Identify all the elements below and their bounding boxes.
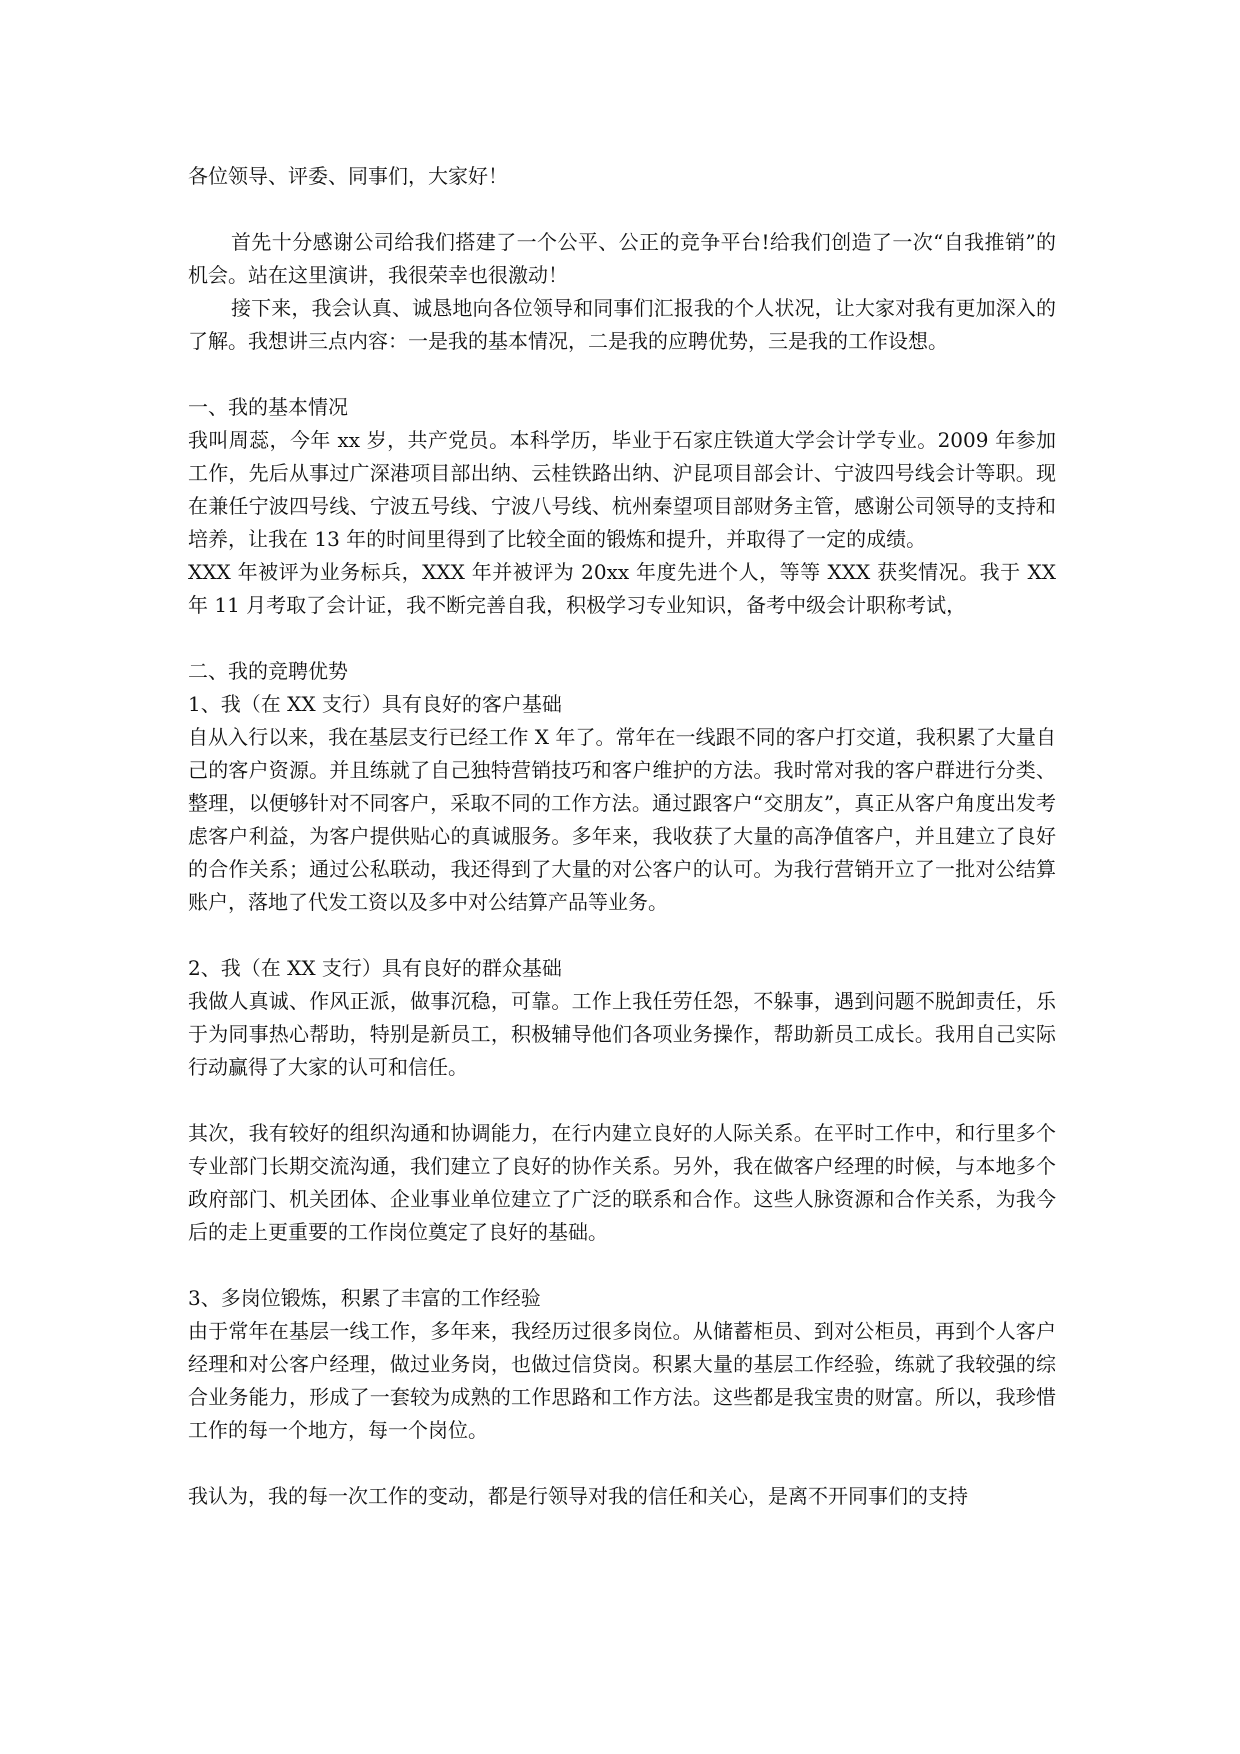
sub1-title: 1、我（在 XX 支行）具有良好的客户基础 bbox=[188, 692, 562, 716]
spacer bbox=[188, 358, 1056, 391]
spacer bbox=[188, 1447, 1056, 1480]
section2-heading: 二、我的竞聘优势 bbox=[188, 659, 348, 683]
sub2-text-2: 其次，我有较好的组织沟通和协调能力，在行内建立良好的人际关系。在平时工作中，和行里多个专业部门长期交流沟通，我们建立了良好的协作关系。另外，我在做客户经理的时候，与本地多个政府部门、机关团体、企业事业单位建立了广泛的联系和合作。这些人脉资源和合作关系，为我今后的走上更重要的工作岗位奠定了良好的基础。 bbox=[188, 1121, 1056, 1244]
document-body bbox=[188, 160, 1056, 1513]
intro-paragraph-1: 首先十分感谢公司给我们搭建了一个公平、公正的竞争平台!给我们创造了一次“自我推销”的机会。站在这里演讲，我很荣幸也很激动！ bbox=[188, 230, 1056, 287]
intro-paragraph-2: 接下来，我会认真、诚恳地向各位领导和同事们汇报我的个人状况，让大家对我有更加深入的了解。我想讲三点内容：一是我的基本情况，二是我的应聘优势，三是我的工作设想。 bbox=[188, 296, 1056, 353]
spacer bbox=[188, 622, 1056, 655]
spacer bbox=[188, 1084, 1056, 1117]
greeting: 各位领导、评委、同事们，大家好！ bbox=[188, 164, 508, 188]
sub1-text: 自从入行以来，我在基层支行已经工作 X 年了。常年在一线跟不同的客户打交道，我积累了大量自己的客户资源。并且练就了自己独特营销技巧和客户维护的方法。我时常对我的客户群进行分类、整理，以便够针对不同客户，采取不同的工作方法。通过跟客户“交朋友”，真正从客户角度出发考虑客户利益，为客户提供贴心的真诚服务。多年来，我收获了大量的高净值客户，并且建立了良好的合作关系；通过公私联动，我还得到了大量的对公客户的认可。为我行营销开立了一批对公结算账户，落地了代发工资以及多中对公结算产品等业务。 bbox=[188, 725, 1056, 914]
sub3-text: 由于常年在基层一线工作，多年来，我经历过很多岗位。从储蓄柜员、到对公柜员，再到个人客户经理和对公客户经理，做过业务岗，也做过信贷岗。积累大量的基层工作经验，练就了我较强的综合业务能力，形成了一套较为成熟的工作思路和工作方法。这些都是我宝贵的财富。所以，我珍惜工作的每一个地方，每一个岗位。 bbox=[188, 1319, 1056, 1442]
sub2-title: 2、我（在 XX 支行）具有良好的群众基础 bbox=[188, 956, 562, 980]
section1-paragraph-1: 我叫周蕊，今年 xx 岁，共产党员。本科学历，毕业于石家庄铁道大学会计学专业。2009 年参加工作，先后从事过广深港项目部出纳、云桂铁路出纳、沪昆项目部会计、宁波四号线会计等职。现在兼任宁波四号线、宁波五号线、宁波八号线、杭州秦望项目部财务主管，感谢公司领导的支持和培养，让我在 13 年的时间里得到了比较全面的锻炼和提升，并取得了一定的成绩。 bbox=[188, 428, 1056, 551]
closing-paragraph: 我认为，我的每一次工作的变动，都是行领导对我的信任和关心，是离不开同事们的支持 bbox=[188, 1484, 968, 1508]
section1-heading: 一、我的基本情况 bbox=[188, 395, 348, 419]
spacer bbox=[188, 1249, 1056, 1282]
spacer bbox=[188, 919, 1056, 952]
sub3-title: 3、多岗位锻炼，积累了丰富的工作经验 bbox=[188, 1286, 541, 1310]
section1-paragraph-2: XXX 年被评为业务标兵，XXX 年并被评为 20xx 年度先进个人，等等 XXX 获奖情况。我于 XX 年 11 月考取了会计证，我不断完善自我，积极学习专业知识，备考中级会计职称考试， bbox=[188, 560, 1056, 617]
spacer bbox=[188, 193, 1056, 226]
sub2-text: 我做人真诚、作风正派，做事沉稳，可靠。工作上我任劳任怨，不躲事，遇到问题不脱卸责任，乐于为同事热心帮助，特别是新员工，积极辅导他们各项业务操作，帮助新员工成长。我用自己实际行动赢得了大家的认可和信任。 bbox=[188, 989, 1056, 1079]
